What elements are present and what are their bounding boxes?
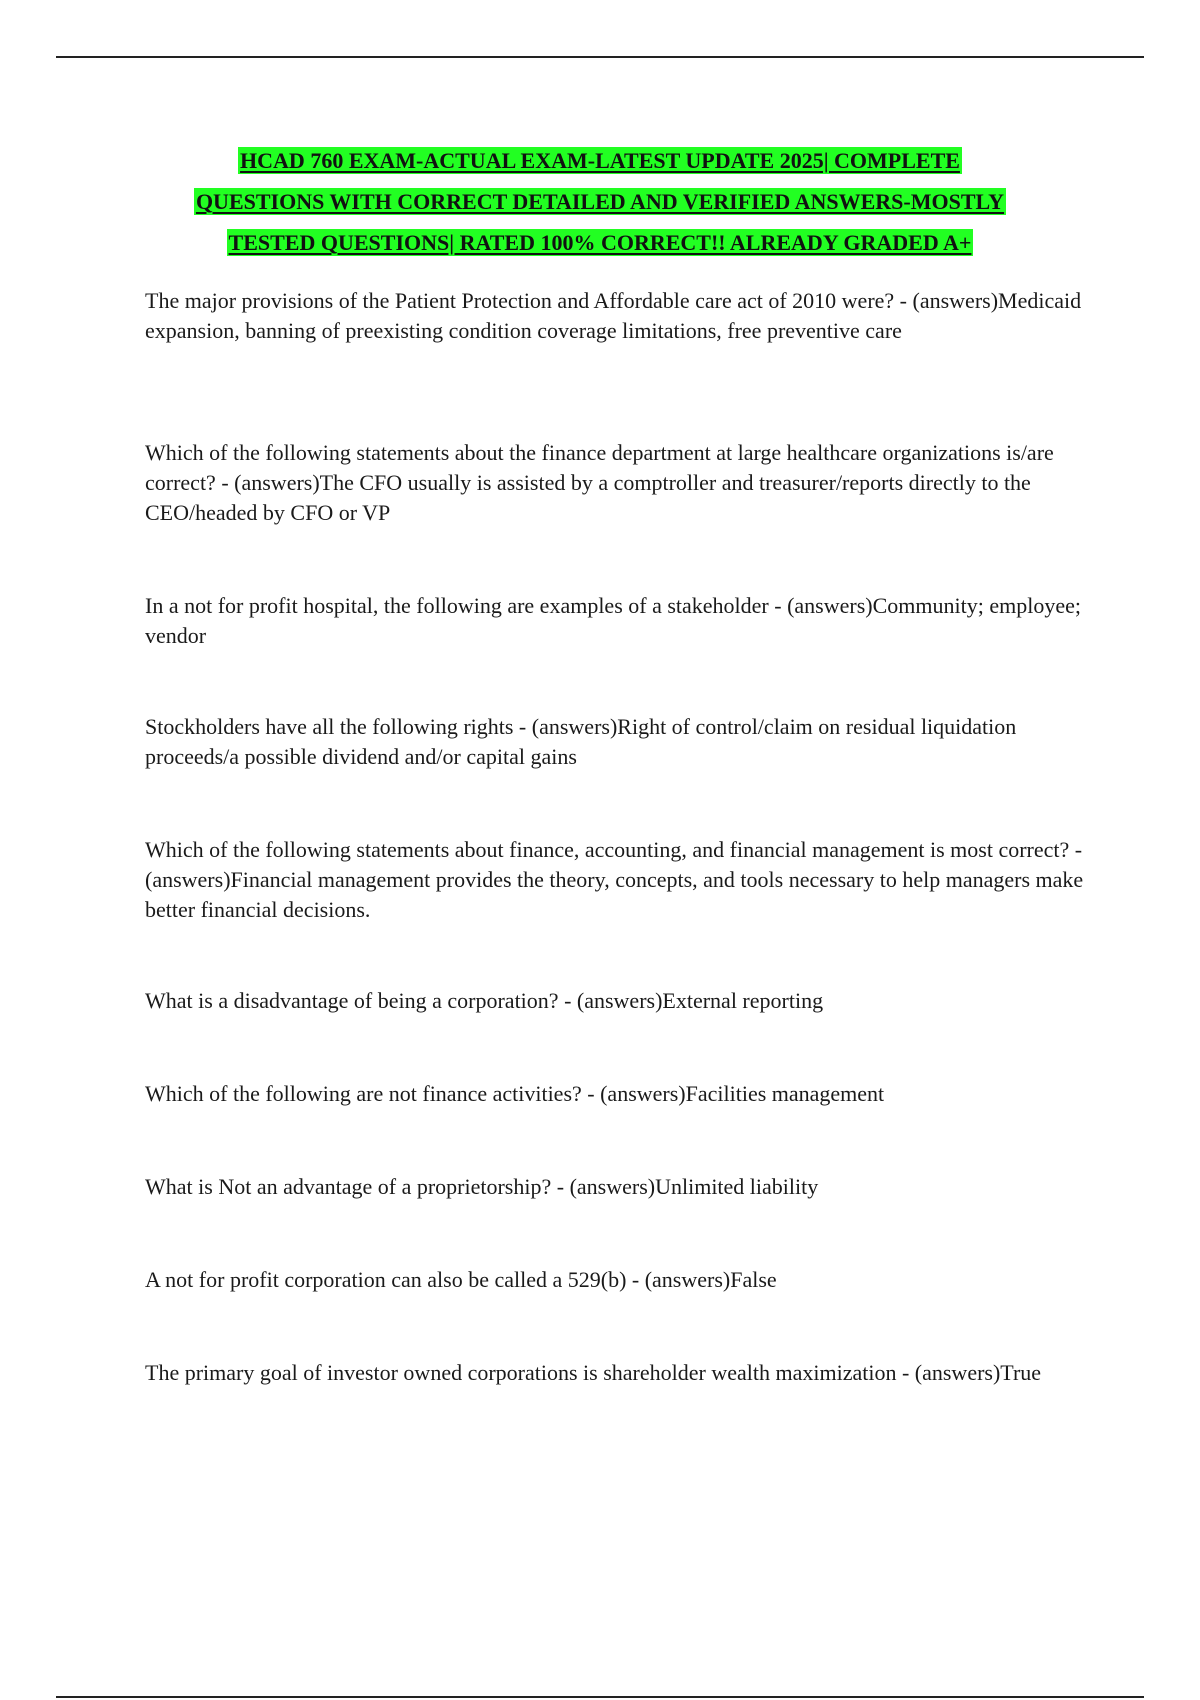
title-line-3-text: TESTED QUESTIONS| RATED 100% CORRECT!! ALREADY GRADED A+ (228, 230, 972, 255)
question-3: In a not for profit hospital, the following are examples of a stakeholder - (answers)Community; employee; vendor (145, 593, 1081, 648)
title-line-2-text: QUESTIONS WITH CORRECT DETAILED AND VERIFIED ANSWERS-MOSTLY (195, 189, 1005, 214)
question-8: What is Not an advantage of a proprietorship? - (answers)Unlimited liability (145, 1174, 819, 1199)
question-7: Which of the following are not finance activities? - (answers)Facilities management (145, 1081, 885, 1106)
question-9: A not for profit corporation can also be called a 529(b) - (answers)False (145, 1267, 777, 1292)
document-title (120, 140, 1080, 263)
question-6: What is a disadvantage of being a corporation? - (answers)External reporting (145, 988, 824, 1013)
title-line-2 (120, 181, 1080, 222)
question-1: The major provisions of the Patient Protection and Affordable care act of 2010 were? - (answers)Medicaid expansion, banning of preexisting condition coverage limitations, free preventive care (145, 288, 1082, 343)
question-2: Which of the following statements about the finance department at large healthcare organizations is/are correct? - (answers)The CFO usually is assisted by a comptroller and treasurer/reports directly to the CEO/headed by CFO or VP (145, 440, 1054, 525)
title-line-1 (120, 140, 1080, 181)
question-5: Which of the following statements about finance, accounting, and financial management is most correct? - (answers)Financial management provides the theory, concepts, and tools necessary to help managers make better financial decisions. (145, 837, 1084, 922)
title-line-1-text: HCAD 760 EXAM-ACTUAL EXAM-LATEST UPDATE 2025| COMPLETE (240, 148, 960, 173)
top-rule (56, 56, 1144, 58)
bottom-rule (56, 1696, 1144, 1698)
title-line-3 (120, 222, 1080, 263)
question-4: Stockholders have all the following rights - (answers)Right of control/claim on residual liquidation proceeds/a possible dividend and/or capital gains (145, 714, 1017, 769)
question-10: The primary goal of investor owned corporations is shareholder wealth maximization - (answers)True (145, 1360, 1042, 1385)
